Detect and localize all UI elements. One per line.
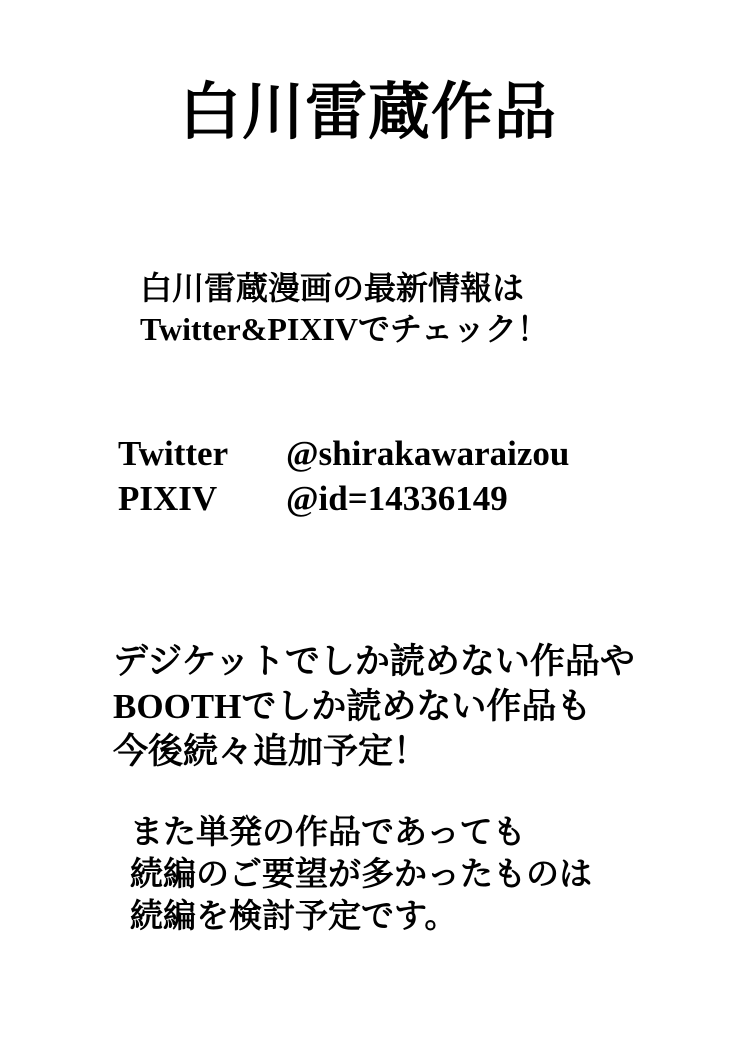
notice-line-2: BOOTHでしか読めない作品も [113, 686, 592, 726]
pixiv-handle: @id=14336149 [286, 478, 508, 518]
twitter-handle: @shirakawaraizou [286, 434, 570, 473]
sequel-line-2: 続編のご要望が多かったものは [130, 857, 592, 894]
sequel-text [130, 812, 592, 939]
intro-text [140, 268, 549, 350]
twitter-account-row [118, 432, 569, 477]
page-title: 白川雷蔵作品 [178, 75, 557, 148]
sequel-line-3: 続編を検討予定です。 [130, 899, 458, 936]
pixiv-label: PIXIV [118, 478, 218, 518]
accounts-block [118, 432, 569, 522]
notice-line-3: 今後続々追加予定！ [113, 731, 429, 771]
twitter-label: Twitter [118, 434, 229, 473]
intro-line-1: 白川雷蔵漫画の最新情報は [140, 270, 525, 306]
intro-line-2: Twitter&PIXIVでチェック！ [140, 310, 550, 347]
notice-line-1: デジケットでしか読めない作品や [113, 642, 635, 681]
notice-text [113, 640, 635, 774]
sequel-line-1: また単発の作品であっても [130, 815, 526, 851]
pixiv-account-row [118, 477, 569, 522]
